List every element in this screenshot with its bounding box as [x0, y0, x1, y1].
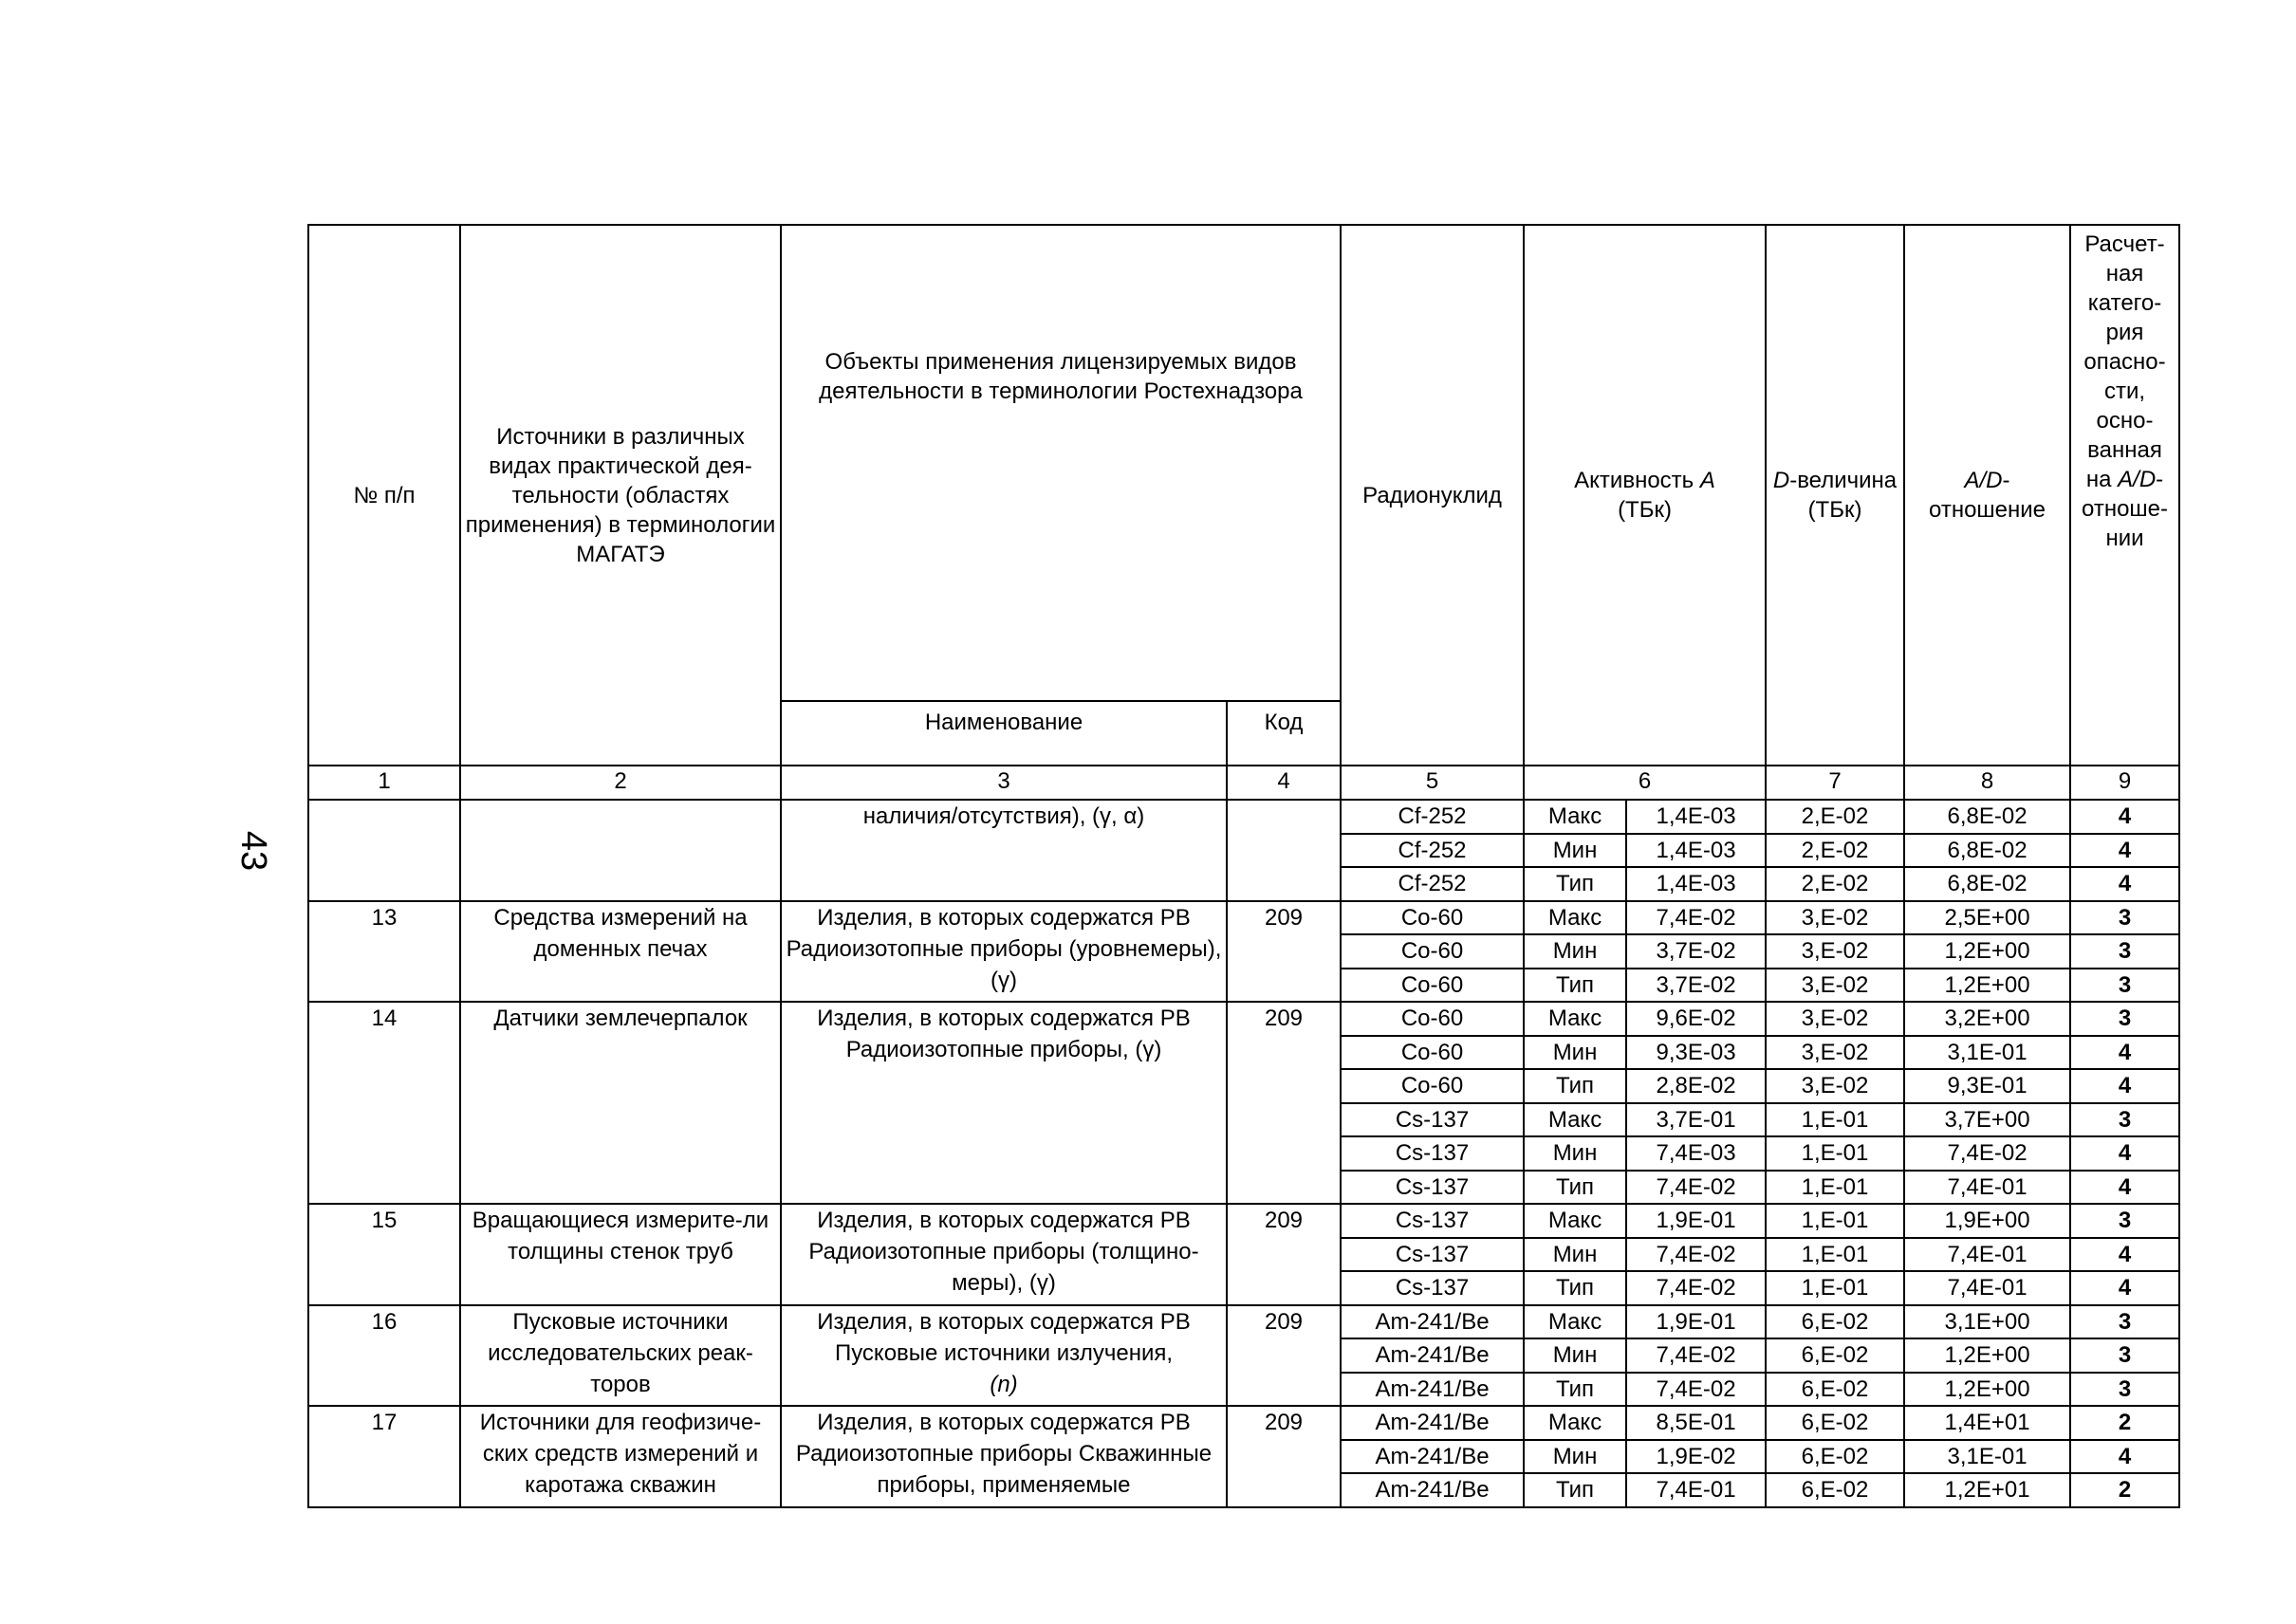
- d-value-cell: 2,E-02: [1766, 800, 1904, 834]
- column-number: 7: [1766, 766, 1904, 800]
- category-cell: 4: [2070, 834, 2179, 868]
- row-number: 13: [308, 901, 460, 1003]
- activity-type-cell: Макс: [1524, 1305, 1626, 1339]
- activity-value-cell: 3,7E-02: [1626, 934, 1766, 969]
- column-number: 1: [308, 766, 460, 800]
- column-number: 4: [1227, 766, 1341, 800]
- source-description: [460, 800, 781, 901]
- d-value-cell: 3,E-02: [1766, 934, 1904, 969]
- object-code: 209: [1227, 1305, 1341, 1407]
- activity-value-cell: 8,5E-01: [1626, 1406, 1766, 1440]
- radionuclide-cell: Cs-137: [1341, 1204, 1524, 1238]
- activity-value-cell: 2,8E-02: [1626, 1069, 1766, 1103]
- source-description: Вращающиеся измерите-ли толщины стенок труб: [460, 1204, 781, 1305]
- radionuclide-cell: Am-241/Be: [1341, 1473, 1524, 1507]
- object-code: 209: [1227, 1002, 1341, 1204]
- category-cell: 4: [2070, 1271, 2179, 1305]
- object-name-text: Изделия, в которых содержатся РВ Пусковые источники излучения,: [817, 1308, 1191, 1366]
- page-number: 43: [233, 830, 274, 872]
- column-number: 9: [2070, 766, 2179, 800]
- ad-ratio-cell: 1,2E+00: [1904, 1338, 2070, 1373]
- object-name: [781, 1305, 1227, 1407]
- row-number: 16: [308, 1305, 460, 1407]
- activity-type-cell: Мин: [1524, 934, 1626, 969]
- header-activity-unit: (ТБк): [1618, 497, 1672, 523]
- radionuclide-cell: Am-241/Be: [1341, 1373, 1524, 1407]
- d-value-cell: 1,E-01: [1766, 1238, 1904, 1272]
- radionuclide-cell: Co-60: [1341, 1069, 1524, 1103]
- ad-ratio-cell: 1,2E+00: [1904, 969, 2070, 1003]
- object-code: 209: [1227, 1406, 1341, 1507]
- activity-value-cell: 1,9E-01: [1626, 1305, 1766, 1339]
- header-d-suffix: -величина (ТБк): [1789, 468, 1898, 523]
- activity-value-cell: 7,4E-02: [1626, 1238, 1766, 1272]
- d-value-cell: 3,E-02: [1766, 901, 1904, 935]
- activity-value-cell: 7,4E-01: [1626, 1473, 1766, 1507]
- d-value-cell: 1,E-01: [1766, 1136, 1904, 1171]
- category-cell: 4: [2070, 1171, 2179, 1205]
- d-value-cell: 6,E-02: [1766, 1338, 1904, 1373]
- activity-type-cell: Мин: [1524, 1238, 1626, 1272]
- row-number: [308, 800, 460, 901]
- row-number: 15: [308, 1204, 460, 1305]
- radionuclide-cell: Cs-137: [1341, 1171, 1524, 1205]
- activity-value-cell: 7,4E-02: [1626, 1338, 1766, 1373]
- column-number-row: [308, 766, 2179, 800]
- radionuclide-cell: Am-241/Be: [1341, 1338, 1524, 1373]
- activity-type-cell: Макс: [1524, 901, 1626, 935]
- activity-type-cell: Тип: [1524, 867, 1626, 901]
- category-cell: 4: [2070, 1136, 2179, 1171]
- category-cell: 4: [2070, 1238, 2179, 1272]
- radionuclide-cell: Co-60: [1341, 969, 1524, 1003]
- ad-ratio-cell: 1,2E+00: [1904, 1373, 2070, 1407]
- header-activity-symbol: A: [1699, 468, 1715, 493]
- header-code: Код: [1227, 701, 1341, 766]
- ad-ratio-cell: 3,1E+00: [1904, 1305, 2070, 1339]
- d-value-cell: 6,E-02: [1766, 1373, 1904, 1407]
- radionuclide-cell: Am-241/Be: [1341, 1440, 1524, 1474]
- ad-ratio-cell: 3,2E+00: [1904, 1002, 2070, 1036]
- header-category-suffix: -отноше-нии: [2082, 467, 2169, 551]
- ad-ratio-cell: 7,4E-01: [1904, 1238, 2070, 1272]
- d-value-cell: 3,E-02: [1766, 1002, 1904, 1036]
- header-ad-suffix: -отношение: [1929, 468, 2046, 523]
- source-description: Пусковые источники исследовательских реак-торов: [460, 1305, 781, 1407]
- ad-ratio-cell: 3,7E+00: [1904, 1103, 2070, 1137]
- activity-value-cell: 3,7E-01: [1626, 1103, 1766, 1137]
- category-cell: 4: [2070, 1440, 2179, 1474]
- radionuclide-cell: Am-241/Be: [1341, 1305, 1524, 1339]
- ad-ratio-cell: 3,1E-01: [1904, 1440, 2070, 1474]
- object-name: Изделия, в которых содержатся РВ Радиоизотопные приборы (уровнемеры), (γ): [781, 901, 1227, 1003]
- ad-ratio-cell: 6,8E-02: [1904, 867, 2070, 901]
- object-name-radiation: (n): [990, 1371, 1018, 1397]
- table-row: [308, 1204, 2179, 1238]
- header-radionuclide: Радионуклид: [1341, 225, 1524, 766]
- activity-value-cell: 1,4E-03: [1626, 834, 1766, 868]
- header-activity: [1524, 225, 1766, 766]
- source-description: Источники для геофизиче-ских средств измерений и каротажа скважин: [460, 1406, 781, 1507]
- header-category-symbol: A/D: [2118, 467, 2157, 492]
- d-value-cell: 2,E-02: [1766, 834, 1904, 868]
- radionuclide-cell: Co-60: [1341, 901, 1524, 935]
- activity-value-cell: 3,7E-02: [1626, 969, 1766, 1003]
- category-cell: 3: [2070, 1103, 2179, 1137]
- row-number: 14: [308, 1002, 460, 1204]
- category-cell: 3: [2070, 934, 2179, 969]
- object-code: [1227, 800, 1341, 901]
- category-cell: 2: [2070, 1473, 2179, 1507]
- activity-value-cell: 1,4E-03: [1626, 800, 1766, 834]
- radionuclide-cell: Cf-252: [1341, 834, 1524, 868]
- activity-type-cell: Тип: [1524, 1171, 1626, 1205]
- table-row: [308, 1002, 2179, 1036]
- header-category-prefix: Расчет-ная катего-рия опасно-сти, осно-ванная на: [2083, 231, 2166, 492]
- ad-ratio-cell: 1,4E+01: [1904, 1406, 2070, 1440]
- activity-value-cell: 7,4E-02: [1626, 1373, 1766, 1407]
- d-value-cell: 3,E-02: [1766, 1069, 1904, 1103]
- activity-type-cell: Тип: [1524, 969, 1626, 1003]
- radionuclide-cell: Am-241/Be: [1341, 1406, 1524, 1440]
- radionuclide-cell: Co-60: [1341, 1002, 1524, 1036]
- header-activity-prefix: Активность: [1574, 468, 1700, 493]
- source-description: Средства измерений на доменных печах: [460, 901, 781, 1003]
- category-cell: 3: [2070, 1373, 2179, 1407]
- activity-value-cell: 9,6E-02: [1626, 1002, 1766, 1036]
- category-cell: 4: [2070, 1036, 2179, 1070]
- ad-ratio-cell: 1,2E+01: [1904, 1473, 2070, 1507]
- radionuclide-cell: Cs-137: [1341, 1103, 1524, 1137]
- table-row: [308, 800, 2179, 834]
- d-value-cell: 1,E-01: [1766, 1204, 1904, 1238]
- d-value-cell: 1,E-01: [1766, 1103, 1904, 1137]
- d-value-cell: 6,E-02: [1766, 1406, 1904, 1440]
- ad-ratio-cell: 6,8E-02: [1904, 800, 2070, 834]
- activity-type-cell: Макс: [1524, 1406, 1626, 1440]
- source-description: Датчики землечерпалок: [460, 1002, 781, 1204]
- ad-ratio-cell: 7,4E-01: [1904, 1171, 2070, 1205]
- header-d-symbol: D: [1772, 468, 1790, 493]
- radionuclide-cell: Cs-137: [1341, 1136, 1524, 1171]
- activity-type-cell: Макс: [1524, 1002, 1626, 1036]
- category-cell: 4: [2070, 1069, 2179, 1103]
- category-cell: 3: [2070, 1204, 2179, 1238]
- row-number: 17: [308, 1406, 460, 1507]
- column-number: 3: [781, 766, 1227, 800]
- d-value-cell: 3,E-02: [1766, 969, 1904, 1003]
- header-d-value: [1766, 225, 1904, 766]
- column-number: 6: [1524, 766, 1766, 800]
- radionuclide-cell: Co-60: [1341, 934, 1524, 969]
- ad-ratio-cell: 1,9E+00: [1904, 1204, 2070, 1238]
- activity-value-cell: 7,4E-02: [1626, 1271, 1766, 1305]
- ad-ratio-cell: 2,5E+00: [1904, 901, 2070, 935]
- table-row: [308, 1305, 2179, 1339]
- d-value-cell: 2,E-02: [1766, 867, 1904, 901]
- ad-ratio-cell: 7,4E-02: [1904, 1136, 2070, 1171]
- activity-value-cell: 1,9E-01: [1626, 1204, 1766, 1238]
- radionuclide-cell: Cs-137: [1341, 1271, 1524, 1305]
- category-cell: 3: [2070, 901, 2179, 935]
- category-cell: 3: [2070, 1338, 2179, 1373]
- activity-type-cell: Макс: [1524, 1103, 1626, 1137]
- ad-ratio-cell: 9,3E-01: [1904, 1069, 2070, 1103]
- ad-ratio-cell: 6,8E-02: [1904, 834, 2070, 868]
- activity-type-cell: Мин: [1524, 1440, 1626, 1474]
- radionuclide-table: [307, 224, 2180, 1508]
- category-cell: 4: [2070, 867, 2179, 901]
- activity-type-cell: Тип: [1524, 1473, 1626, 1507]
- d-value-cell: 6,E-02: [1766, 1440, 1904, 1474]
- activity-type-cell: Тип: [1524, 1271, 1626, 1305]
- activity-type-cell: Мин: [1524, 1136, 1626, 1171]
- object-code: 209: [1227, 901, 1341, 1003]
- header-ad-symbol: A/D: [1964, 468, 2003, 493]
- table-row: [308, 901, 2179, 935]
- activity-value-cell: 1,4E-03: [1626, 867, 1766, 901]
- activity-type-cell: Мин: [1524, 1036, 1626, 1070]
- d-value-cell: 1,E-01: [1766, 1171, 1904, 1205]
- object-name: Изделия, в которых содержатся РВ Радиоизотопные приборы (толщино-меры), (γ): [781, 1204, 1227, 1305]
- activity-type-cell: Тип: [1524, 1373, 1626, 1407]
- category-cell: 3: [2070, 969, 2179, 1003]
- ad-ratio-cell: 7,4E-01: [1904, 1271, 2070, 1305]
- ad-ratio-cell: 1,2E+00: [1904, 934, 2070, 969]
- activity-value-cell: 7,4E-03: [1626, 1136, 1766, 1171]
- d-value-cell: 3,E-02: [1766, 1036, 1904, 1070]
- activity-value-cell: 7,4E-02: [1626, 1171, 1766, 1205]
- table-row: [308, 1406, 2179, 1440]
- object-name: Изделия, в которых содержатся РВ Радиоизотопные приборы, (γ): [781, 1002, 1227, 1204]
- radionuclide-cell: Cf-252: [1341, 800, 1524, 834]
- header-sources: Источники в различных видах практической дея-тельности (областях применения) в терминологии МАГАТЭ: [460, 225, 781, 766]
- activity-type-cell: Мин: [1524, 834, 1626, 868]
- d-value-cell: 1,E-01: [1766, 1271, 1904, 1305]
- object-name: наличия/отсутствия), (γ, α): [781, 800, 1227, 901]
- d-value-cell: 6,E-02: [1766, 1305, 1904, 1339]
- object-code: 209: [1227, 1204, 1341, 1305]
- header-objects: Объекты применения лицензируемых видов деятельности в терминологии Ростехнадзора: [781, 225, 1341, 701]
- radionuclide-cell: Cf-252: [1341, 867, 1524, 901]
- category-cell: 3: [2070, 1305, 2179, 1339]
- activity-type-cell: Макс: [1524, 800, 1626, 834]
- column-number: 5: [1341, 766, 1524, 800]
- ad-ratio-cell: 3,1E-01: [1904, 1036, 2070, 1070]
- header-category: [2070, 225, 2179, 766]
- activity-type-cell: Макс: [1524, 1204, 1626, 1238]
- activity-type-cell: Тип: [1524, 1069, 1626, 1103]
- header-ad-ratio: [1904, 225, 2070, 766]
- activity-value-cell: 9,3E-03: [1626, 1036, 1766, 1070]
- activity-value-cell: 7,4E-02: [1626, 901, 1766, 935]
- object-name: Изделия, в которых содержатся РВ Радиоизотопные приборы Скважинные приборы, применяемые: [781, 1406, 1227, 1507]
- category-cell: 3: [2070, 1002, 2179, 1036]
- header-name: Наименование: [781, 701, 1227, 766]
- category-cell: 2: [2070, 1406, 2179, 1440]
- column-number: 8: [1904, 766, 2070, 800]
- activity-type-cell: Мин: [1524, 1338, 1626, 1373]
- radionuclide-cell: Co-60: [1341, 1036, 1524, 1070]
- category-cell: 4: [2070, 800, 2179, 834]
- activity-value-cell: 1,9E-02: [1626, 1440, 1766, 1474]
- header-num: № п/п: [308, 225, 460, 766]
- column-number: 2: [460, 766, 781, 800]
- d-value-cell: 6,E-02: [1766, 1473, 1904, 1507]
- radionuclide-cell: Cs-137: [1341, 1238, 1524, 1272]
